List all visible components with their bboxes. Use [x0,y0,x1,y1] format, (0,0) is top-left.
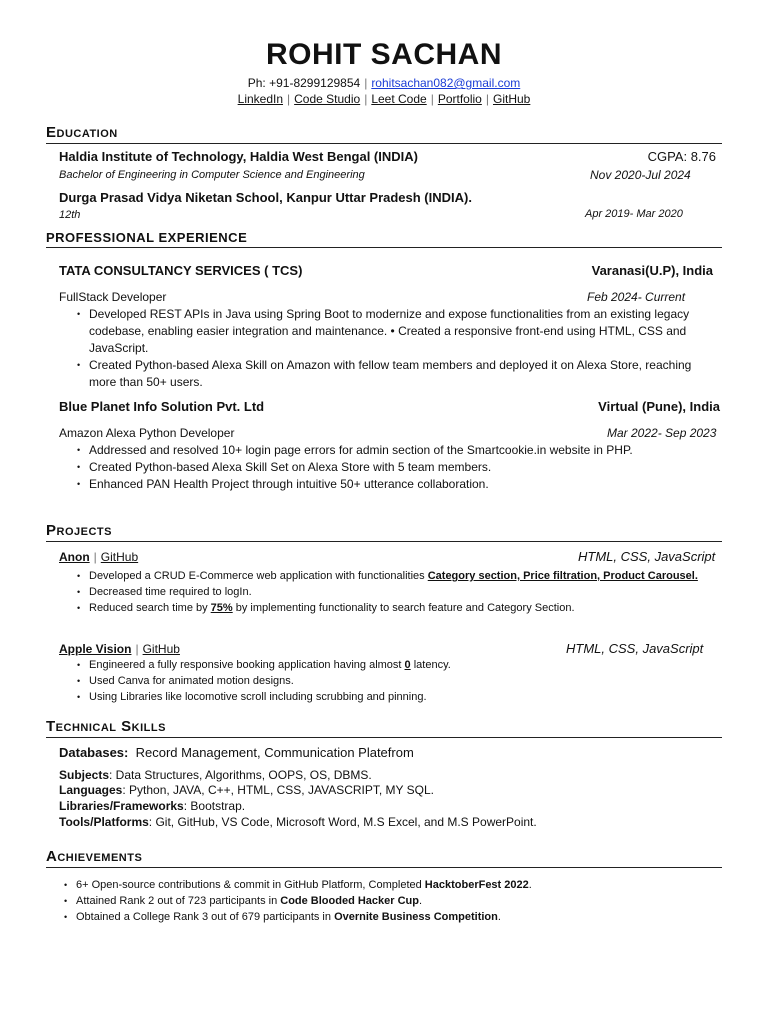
skills-libraries [59,799,245,813]
portfolio-link[interactable]: Portfolio [437,92,482,106]
skills-databases-value: Record Management, Communication Platefrom [135,745,414,760]
projects-heading-text: Projects [46,522,112,539]
contact-line: Ph: +91-8299129854 | rohitsachan082@gmail.com [247,76,521,90]
skills-tools-label: Tools/Platforms [59,815,149,829]
project-title-2: Apple Vision | GitHub [59,642,180,656]
email-link[interactable]: rohitsachan082@gmail.com [371,76,521,90]
skills-tools-value: : Git, GitHub, VS Code, Microsoft Word, M.S Excel, and M.S PowerPoint. [148,815,537,829]
skills-libraries-label: Libraries/Frameworks [59,799,184,813]
achievement-2-text: Attained Rank 2 out of 723 participants in [76,895,281,907]
education-degree-1: Bachelor of Engineering in Computer Science and Engineering [59,169,365,181]
job-2-bullet-1: • Addressed and resolved 10+ login page errors for admin section of the Smartcookie.in website in PHP. [75,442,720,459]
achievement-2-highlight: Code Blooded Hacker Cup [280,895,419,907]
skills-databases-label: Databases: [59,745,129,760]
job-dates-1: Feb 2024- Current [587,290,686,304]
job-2-bullet-2: • Created Python-based Alexa Skill Set on Alexa Store with 5 team members. [75,459,720,476]
job-location-2: Virtual (Pune), India [598,399,720,414]
project-2-bullet-1 [75,657,725,673]
project-2-bullet-1-text: Engineered a fully responsive booking application having almost [89,659,405,671]
project-1-bullet-3 [75,600,725,616]
project-title-1: Anon | GitHub [59,550,139,564]
project-2-bullet-3: • Using Libraries like locomotive scroll including scrubbing and pinning. [75,689,725,705]
skills-heading [46,718,722,738]
project-1-bullet-1 [75,568,725,584]
education-dates-1: Nov 2020-Jul 2024 [590,168,691,182]
job-company-1: TATA CONSULTANCY SERVICES ( TCS) [59,263,303,278]
education-grade: CGPA: 8.76 [647,149,716,164]
education-degree-2: 12th [59,209,81,221]
achievement-1 [62,877,722,893]
project-anon-github-link[interactable]: GitHub [100,550,139,564]
experience-heading [46,230,722,248]
project-2-bullet-1-tail: latency. [410,659,451,671]
experience-heading-text: PROFESSIONAL EXPERIENCE [46,230,248,245]
skills-databases [59,745,414,760]
education-school-1: Haldia Institute of Technology, Haldia West Bengal (INDIA) [59,149,418,164]
achievements-heading-text: Achievements [46,848,143,865]
achievement-3 [62,909,722,925]
project-1-bullet-3-highlight: 75% [210,602,233,614]
code-studio-link[interactable]: Code Studio [294,92,361,106]
skills-subjects [59,768,372,782]
achievements-heading [46,848,722,868]
job-company-2: Blue Planet Info Solution Pvt. Ltd [59,399,265,414]
job-bullets-1 [75,306,720,391]
project-1-bullet-1-highlight: Category section, Price filtration, Product Carousel. [427,570,698,582]
achievement-1-highlight: HacktoberFest 2022 [424,879,529,891]
github-link[interactable]: GitHub [492,92,531,106]
job-location-1: Varanasi(U.P), India [591,263,713,278]
project-bullets-1 [75,568,725,616]
skills-subjects-value: : Data Structures, Algorithms, OOPS, OS, DBMS. [109,768,372,782]
education-school-2: Durga Prasad Vidya Niketan School, Kanpur Uttar Pradesh (INDIA). [59,190,472,205]
job-role-1: FullStack Developer [59,290,167,304]
skills-subjects-label: Subjects [59,768,110,782]
leet-code-link[interactable]: Leet Code [371,92,427,106]
achievement-3-text: Obtained a College Rank 3 out of 679 participants in [76,911,335,923]
candidate-name: ROHIT SACHAN [266,38,502,71]
skills-languages [59,783,434,797]
project-apple-vision-link[interactable]: Apple Vision [59,642,132,656]
project-1-bullet-3-tail: by implementing functionality to search feature and Category Section. [232,602,575,614]
job-role-2: Amazon Alexa Python Developer [59,426,235,440]
job-1-bullet-1: • Developed REST APIs in Java using Spring Boot to modernize and expose functionalities from an existing legacy codebase, enabling easier integration and maintenance. • Created a responsive front-end using HTML, CSS and JavaScript. [75,306,720,357]
skills-heading-text: Technical Skills [46,718,166,735]
job-bullets-2 [75,442,720,493]
achievement-1-text: 6+ Open-source contributions & commit in GitHub Platform, Completed [76,879,425,891]
project-anon-link[interactable]: Anon [59,550,90,564]
education-heading-text: Education [46,124,118,141]
job-dates-2: Mar 2022- Sep 2023 [607,426,717,440]
job-2-bullet-3: • Enhanced PAN Health Project through intuitive 50+ utterance collaboration. [75,476,720,493]
achievement-1-tail: . [528,879,532,891]
linkedin-link[interactable]: LinkedIn [237,92,284,106]
project-tech-2: HTML, CSS, JavaScript [566,641,704,656]
achievement-3-tail: . [497,911,501,923]
job-1-bullet-2: • Created Python-based Alexa Skill on Amazon with fellow team members and deployed it on Alexa Store, reaching more than 50+ users. [75,357,720,391]
achievement-2 [62,893,722,909]
achievement-2-tail: . [419,895,423,907]
project-2-bullet-1-highlight: 0 [404,659,411,671]
project-tech-1: HTML, CSS, JavaScript [578,549,716,564]
project-1-bullet-1-text: Developed a CRUD E-Commerce web application with functionalities [89,570,428,582]
phone-number: Ph: +91-8299129854 [247,76,361,90]
profile-links: LinkedIn | Code Studio | Leet Code | Portfolio | GitHub [237,92,531,106]
skills-tools [59,815,537,829]
skills-libraries-value: : Bootstrap. [183,799,246,813]
education-dates-2: Apr 2019- Mar 2020 [585,208,683,220]
education-heading [46,124,722,144]
projects-heading [46,522,722,542]
project-1-bullet-3-text: Reduced search time by [89,602,211,614]
skills-languages-label: Languages [59,783,123,797]
achievement-3-highlight: Overnite Business Competition [334,911,498,923]
project-apple-vision-github-link[interactable]: GitHub [142,642,180,656]
project-2-bullet-2: • Used Canva for animated motion designs. [75,673,725,689]
skills-languages-value: : Python, JAVA, C++, HTML, CSS, JAVASCRIPT, MY SQL. [122,783,435,797]
project-1-bullet-2: • Decreased time required to logIn. [75,584,725,600]
project-bullets-2 [75,657,725,705]
achievements-list [62,877,722,925]
